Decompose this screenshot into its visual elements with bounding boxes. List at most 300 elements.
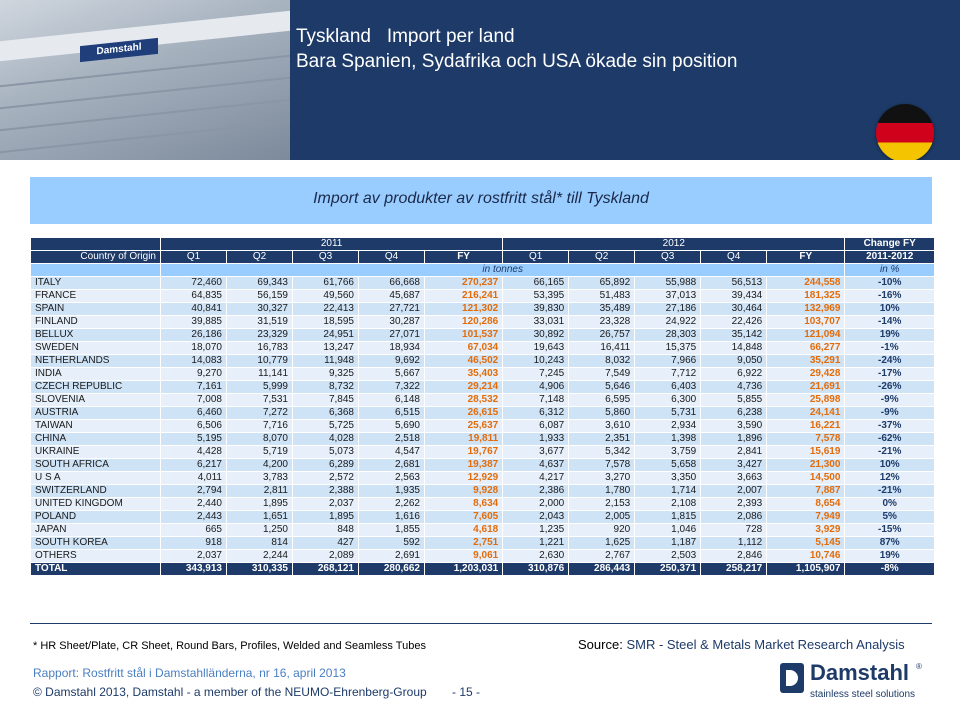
quarter-cell: 3,427 (701, 459, 767, 472)
import-table (30, 237, 935, 576)
blank-units-cell (31, 264, 161, 277)
quarter-cell: 592 (359, 537, 425, 550)
table-row (31, 277, 935, 290)
quarter-cell: 1,112 (701, 537, 767, 550)
quarter-cell: 1,625 (569, 537, 635, 550)
quarter-cell: 310,335 (227, 563, 293, 576)
quarter-cell: 14,083 (161, 355, 227, 368)
table-row (31, 303, 935, 316)
table-row (31, 355, 935, 368)
change-cell: -9% (845, 407, 935, 420)
quarter-cell: 7,712 (635, 368, 701, 381)
quarter-cell: 2,681 (359, 459, 425, 472)
quarter-cell: 5,195 (161, 433, 227, 446)
table-row (31, 329, 935, 342)
fy-2012-cell: 35,291 (767, 355, 845, 368)
fy-2012-cell: 244,558 (767, 277, 845, 290)
fy-2011-cell: 101,537 (425, 329, 503, 342)
report-link[interactable]: Rapport: Rostfritt stål i Damstahlländerna, nr 16, april 2013 (33, 666, 346, 680)
fy-2011-cell: 9,928 (425, 485, 503, 498)
quarter-cell: 64,835 (161, 290, 227, 303)
quarter-cell: 2,934 (635, 420, 701, 433)
quarter-cell: 258,217 (701, 563, 767, 576)
quarter-cell: 3,663 (701, 472, 767, 485)
fy-2011-cell: 7,605 (425, 511, 503, 524)
quarter-cell: 49,560 (293, 290, 359, 303)
quarter-cell: 33,031 (503, 316, 569, 329)
quarter-cell: 2,153 (569, 498, 635, 511)
quarter-cell: 2,794 (161, 485, 227, 498)
column-header: Q3 (293, 251, 359, 264)
quarter-cell: 37,013 (635, 290, 701, 303)
quarter-cell: 2,037 (161, 550, 227, 563)
table-row (31, 368, 935, 381)
fy-2011-cell: 19,811 (425, 433, 503, 446)
quarter-cell: 280,662 (359, 563, 425, 576)
fy-2011-cell: 26,615 (425, 407, 503, 420)
quarter-cell: 4,906 (503, 381, 569, 394)
fy-2011-cell: 29,214 (425, 381, 503, 394)
quarter-cell: 3,759 (635, 446, 701, 459)
quarter-cell: 31,519 (227, 316, 293, 329)
change-cell: 19% (845, 550, 935, 563)
country-cell: TAIWAN (31, 420, 161, 433)
country-cell: POLAND (31, 511, 161, 524)
quarter-cell: 65,892 (569, 277, 635, 290)
quarter-cell: 2,518 (359, 433, 425, 446)
quarter-cell: 51,483 (569, 290, 635, 303)
fy-2011-cell: 4,618 (425, 524, 503, 537)
quarter-cell: 5,855 (701, 394, 767, 407)
quarter-cell: 2,630 (503, 550, 569, 563)
quarter-cell: 27,186 (635, 303, 701, 316)
quarter-cell: 1,855 (359, 524, 425, 537)
quarter-cell: 30,327 (227, 303, 293, 316)
year-header-row (31, 238, 935, 251)
quarter-cell: 5,860 (569, 407, 635, 420)
change-cell: 12% (845, 472, 935, 485)
quarter-cell: 7,322 (359, 381, 425, 394)
header-2011: 2011 (161, 238, 503, 251)
fy-2011-cell: 216,241 (425, 290, 503, 303)
quarter-cell: 2,811 (227, 485, 293, 498)
quarter-cell: 22,413 (293, 303, 359, 316)
quarter-cell: 4,736 (701, 381, 767, 394)
brand-reg: ® (916, 662, 922, 671)
quarter-cell: 4,547 (359, 446, 425, 459)
fy-2012-cell: 16,221 (767, 420, 845, 433)
quarter-cell: 9,050 (701, 355, 767, 368)
building-photo (0, 0, 290, 160)
quarter-cell: 39,830 (503, 303, 569, 316)
fy-2012-cell: 132,969 (767, 303, 845, 316)
damstahl-mark-icon (780, 663, 804, 693)
fy-2012-cell: 3,929 (767, 524, 845, 537)
fy-2012-cell: 14,500 (767, 472, 845, 485)
country-cell: CZECH REPUBLIC (31, 381, 161, 394)
quarter-cell: 13,247 (293, 342, 359, 355)
quarter-cell: 4,428 (161, 446, 227, 459)
table-row (31, 394, 935, 407)
quarter-cell: 7,161 (161, 381, 227, 394)
change-cell: -16% (845, 290, 935, 303)
quarter-cell: 2,440 (161, 498, 227, 511)
quarter-cell: 2,393 (701, 498, 767, 511)
column-header-row (31, 251, 935, 264)
fy-2011-cell: 1,203,031 (425, 563, 503, 576)
fy-2011-cell: 19,767 (425, 446, 503, 459)
fy-2012-cell: 121,094 (767, 329, 845, 342)
quarter-cell: 2,386 (503, 485, 569, 498)
quarter-cell: 8,032 (569, 355, 635, 368)
quarter-cell: 7,531 (227, 394, 293, 407)
table-row (31, 420, 935, 433)
change-cell: -24% (845, 355, 935, 368)
fy-2012-cell: 5,145 (767, 537, 845, 550)
fy-2012-cell: 25,898 (767, 394, 845, 407)
fy-2011-cell: 35,403 (425, 368, 503, 381)
table-row (31, 433, 935, 446)
fy-2012-cell: 66,277 (767, 342, 845, 355)
quarter-cell: 23,328 (569, 316, 635, 329)
quarter-cell: 69,343 (227, 277, 293, 290)
quarter-cell: 7,272 (227, 407, 293, 420)
country-cell: CHINA (31, 433, 161, 446)
source-text: SMR - Steel & Metals Market Research Analysis (626, 637, 905, 652)
quarter-cell: 30,287 (359, 316, 425, 329)
fy-2012-cell: 103,707 (767, 316, 845, 329)
quarter-cell: 2,089 (293, 550, 359, 563)
change-cell: 10% (845, 303, 935, 316)
quarter-cell: 18,595 (293, 316, 359, 329)
quarter-cell: 4,028 (293, 433, 359, 446)
fy-2012-cell: 7,887 (767, 485, 845, 498)
quarter-cell: 1,895 (227, 498, 293, 511)
fy-2011-cell: 46,502 (425, 355, 503, 368)
quarter-cell: 30,464 (701, 303, 767, 316)
quarter-cell: 2,000 (503, 498, 569, 511)
quarter-cell: 5,342 (569, 446, 635, 459)
damstahl-logo (780, 660, 930, 704)
column-header: Q1 (503, 251, 569, 264)
total-row (31, 563, 935, 576)
column-header: 2011-2012 (845, 251, 935, 264)
quarter-cell: 918 (161, 537, 227, 550)
quarter-cell: 1,935 (359, 485, 425, 498)
quarter-cell: 72,460 (161, 277, 227, 290)
german-flag-icon (876, 104, 934, 160)
quarter-cell: 1,046 (635, 524, 701, 537)
quarter-cell: 24,951 (293, 329, 359, 342)
quarter-cell: 6,312 (503, 407, 569, 420)
fy-2011-cell: 9,061 (425, 550, 503, 563)
column-header: Q4 (359, 251, 425, 264)
quarter-cell: 16,783 (227, 342, 293, 355)
quarter-cell: 5,999 (227, 381, 293, 394)
quarter-cell: 2,007 (701, 485, 767, 498)
quarter-cell: 6,922 (701, 368, 767, 381)
quarter-cell: 6,289 (293, 459, 359, 472)
fy-2011-cell: 2,751 (425, 537, 503, 550)
quarter-cell: 427 (293, 537, 359, 550)
column-header: Q2 (569, 251, 635, 264)
country-cell: JAPAN (31, 524, 161, 537)
quarter-cell: 18,934 (359, 342, 425, 355)
quarter-cell: 310,876 (503, 563, 569, 576)
quarter-cell: 7,966 (635, 355, 701, 368)
quarter-cell: 22,426 (701, 316, 767, 329)
quarter-cell: 2,767 (569, 550, 635, 563)
quarter-cell: 7,148 (503, 394, 569, 407)
quarter-cell: 5,719 (227, 446, 293, 459)
column-header: Q2 (227, 251, 293, 264)
blank-header-cell (31, 238, 161, 251)
fy-2012-cell: 24,141 (767, 407, 845, 420)
country-cell: OTHERS (31, 550, 161, 563)
quarter-cell: 1,780 (569, 485, 635, 498)
fy-2012-cell: 181,325 (767, 290, 845, 303)
header-band (0, 0, 960, 160)
table-row (31, 459, 935, 472)
country-cell: UNITED KINGDOM (31, 498, 161, 511)
change-cell: -21% (845, 485, 935, 498)
quarter-cell: 4,217 (503, 472, 569, 485)
table-row (31, 485, 935, 498)
column-header: FY (767, 251, 845, 264)
fy-2012-cell: 1,105,907 (767, 563, 845, 576)
quarter-cell: 3,783 (227, 472, 293, 485)
change-cell: -15% (845, 524, 935, 537)
quarter-cell: 19,643 (503, 342, 569, 355)
header-change: Change FY (845, 238, 935, 251)
quarter-cell: 6,595 (569, 394, 635, 407)
change-cell: -17% (845, 368, 935, 381)
quarter-cell: 6,300 (635, 394, 701, 407)
country-cell: TOTAL (31, 563, 161, 576)
quarter-cell: 53,395 (503, 290, 569, 303)
column-header: FY (425, 251, 503, 264)
quarter-cell: 2,572 (293, 472, 359, 485)
quarter-cell: 5,073 (293, 446, 359, 459)
country-cell: BELLUX (31, 329, 161, 342)
quarter-cell: 2,691 (359, 550, 425, 563)
change-cell: -10% (845, 277, 935, 290)
quarter-cell: 665 (161, 524, 227, 537)
fy-2011-cell: 67,034 (425, 342, 503, 355)
subtitle: Import av produkter av rostfritt stål* till Tyskland (313, 190, 649, 207)
fy-2011-cell: 25,637 (425, 420, 503, 433)
change-cell: 0% (845, 498, 935, 511)
units-row (31, 264, 935, 277)
quarter-cell: 1,815 (635, 511, 701, 524)
fy-2011-cell: 12,929 (425, 472, 503, 485)
change-cell: -37% (845, 420, 935, 433)
quarter-cell: 268,121 (293, 563, 359, 576)
quarter-cell: 35,489 (569, 303, 635, 316)
source-label: Source: (578, 637, 623, 652)
quarter-cell: 8,732 (293, 381, 359, 394)
table-row (31, 290, 935, 303)
quarter-cell: 5,725 (293, 420, 359, 433)
fy-2011-cell: 120,286 (425, 316, 503, 329)
quarter-cell: 30,892 (503, 329, 569, 342)
change-cell: -9% (845, 394, 935, 407)
quarter-cell: 6,087 (503, 420, 569, 433)
quarter-cell: 6,217 (161, 459, 227, 472)
column-header: Q4 (701, 251, 767, 264)
quarter-cell: 2,563 (359, 472, 425, 485)
quarter-cell: 2,005 (569, 511, 635, 524)
quarter-cell: 343,913 (161, 563, 227, 576)
quarter-cell: 9,325 (293, 368, 359, 381)
fy-2012-cell: 29,428 (767, 368, 845, 381)
page-number: - 15 - (452, 685, 481, 699)
quarter-cell: 3,677 (503, 446, 569, 459)
source-line (578, 637, 905, 652)
page-title (296, 24, 738, 74)
footer-rule (30, 623, 932, 624)
quarter-cell: 8,070 (227, 433, 293, 446)
copyright: © Damstahl 2013, Damstahl - a member of the NEUMO-Ehrenberg-Group (33, 685, 427, 699)
column-header: Q3 (635, 251, 701, 264)
quarter-cell: 7,716 (227, 420, 293, 433)
quarter-cell: 56,513 (701, 277, 767, 290)
quarter-cell: 23,329 (227, 329, 293, 342)
quarter-cell: 2,244 (227, 550, 293, 563)
country-cell: SOUTH KOREA (31, 537, 161, 550)
quarter-cell: 6,148 (359, 394, 425, 407)
quarter-cell: 3,270 (569, 472, 635, 485)
country-cell: INDIA (31, 368, 161, 381)
quarter-cell: 27,071 (359, 329, 425, 342)
quarter-cell: 814 (227, 537, 293, 550)
fy-2012-cell: 15,619 (767, 446, 845, 459)
country-cell: SPAIN (31, 303, 161, 316)
quarter-cell: 6,403 (635, 381, 701, 394)
quarter-cell: 2,108 (635, 498, 701, 511)
quarter-cell: 728 (701, 524, 767, 537)
country-cell: AUSTRIA (31, 407, 161, 420)
table-row (31, 511, 935, 524)
table-row (31, 537, 935, 550)
brand-tagline: stainless steel solutions (810, 689, 916, 700)
table-row (31, 381, 935, 394)
quarter-cell: 250,371 (635, 563, 701, 576)
quarter-cell: 6,506 (161, 420, 227, 433)
country-cell: FINLAND (31, 316, 161, 329)
quarter-cell: 1,933 (503, 433, 569, 446)
table-row (31, 446, 935, 459)
table-row (31, 550, 935, 563)
units-pct: in % (845, 264, 935, 277)
table-row (31, 407, 935, 420)
change-cell: -62% (845, 433, 935, 446)
quarter-cell: 848 (293, 524, 359, 537)
quarter-cell: 1,651 (227, 511, 293, 524)
quarter-cell: 45,687 (359, 290, 425, 303)
quarter-cell: 5,690 (359, 420, 425, 433)
fy-2012-cell: 8,654 (767, 498, 845, 511)
quarter-cell: 14,848 (701, 342, 767, 355)
building-sign: Damstahl (80, 38, 158, 62)
fy-2011-cell: 270,237 (425, 277, 503, 290)
units-main: in tonnes (161, 264, 845, 277)
quarter-cell: 18,070 (161, 342, 227, 355)
change-cell: -1% (845, 342, 935, 355)
quarter-cell: 6,238 (701, 407, 767, 420)
quarter-cell: 26,186 (161, 329, 227, 342)
country-cell: U S A (31, 472, 161, 485)
quarter-cell: 4,200 (227, 459, 293, 472)
quarter-cell: 3,590 (701, 420, 767, 433)
quarter-cell: 2,037 (293, 498, 359, 511)
quarter-cell: 1,398 (635, 433, 701, 446)
quarter-cell: 2,841 (701, 446, 767, 459)
quarter-cell: 27,721 (359, 303, 425, 316)
change-cell: -8% (845, 563, 935, 576)
quarter-cell: 6,368 (293, 407, 359, 420)
fy-2011-cell: 28,532 (425, 394, 503, 407)
quarter-cell: 2,043 (503, 511, 569, 524)
fy-2011-cell: 19,387 (425, 459, 503, 472)
fy-2012-cell: 7,949 (767, 511, 845, 524)
quarter-cell: 11,948 (293, 355, 359, 368)
change-cell: -26% (845, 381, 935, 394)
quarter-cell: 2,262 (359, 498, 425, 511)
table-row (31, 498, 935, 511)
quarter-cell: 56,159 (227, 290, 293, 303)
fy-2012-cell: 7,578 (767, 433, 845, 446)
quarter-cell: 66,165 (503, 277, 569, 290)
quarter-cell: 9,692 (359, 355, 425, 368)
quarter-cell: 1,896 (701, 433, 767, 446)
table-row (31, 342, 935, 355)
quarter-cell: 4,011 (161, 472, 227, 485)
country-cell: SWITZERLAND (31, 485, 161, 498)
title-line-1: Tyskland Import per land (296, 26, 515, 47)
quarter-cell: 55,988 (635, 277, 701, 290)
quarter-cell: 1,895 (293, 511, 359, 524)
footnote: * HR Sheet/Plate, CR Sheet, Round Bars, Profiles, Welded and Seamless Tubes (33, 640, 426, 652)
quarter-cell: 2,388 (293, 485, 359, 498)
subtitle-band (30, 177, 932, 224)
quarter-cell: 15,375 (635, 342, 701, 355)
quarter-cell: 2,086 (701, 511, 767, 524)
quarter-cell: 9,270 (161, 368, 227, 381)
change-cell: -14% (845, 316, 935, 329)
quarter-cell: 66,668 (359, 277, 425, 290)
country-cell: UKRAINE (31, 446, 161, 459)
quarter-cell: 1,714 (635, 485, 701, 498)
quarter-cell: 40,841 (161, 303, 227, 316)
quarter-cell: 1,235 (503, 524, 569, 537)
quarter-cell: 2,503 (635, 550, 701, 563)
change-cell: -21% (845, 446, 935, 459)
quarter-cell: 24,922 (635, 316, 701, 329)
quarter-cell: 39,885 (161, 316, 227, 329)
fy-2012-cell: 21,691 (767, 381, 845, 394)
quarter-cell: 6,515 (359, 407, 425, 420)
change-cell: 87% (845, 537, 935, 550)
fy-2012-cell: 10,746 (767, 550, 845, 563)
quarter-cell: 286,443 (569, 563, 635, 576)
country-cell: SWEDEN (31, 342, 161, 355)
table-row (31, 472, 935, 485)
quarter-cell: 2,846 (701, 550, 767, 563)
quarter-cell: 1,221 (503, 537, 569, 550)
header-2012: 2012 (503, 238, 845, 251)
quarter-cell: 5,658 (635, 459, 701, 472)
